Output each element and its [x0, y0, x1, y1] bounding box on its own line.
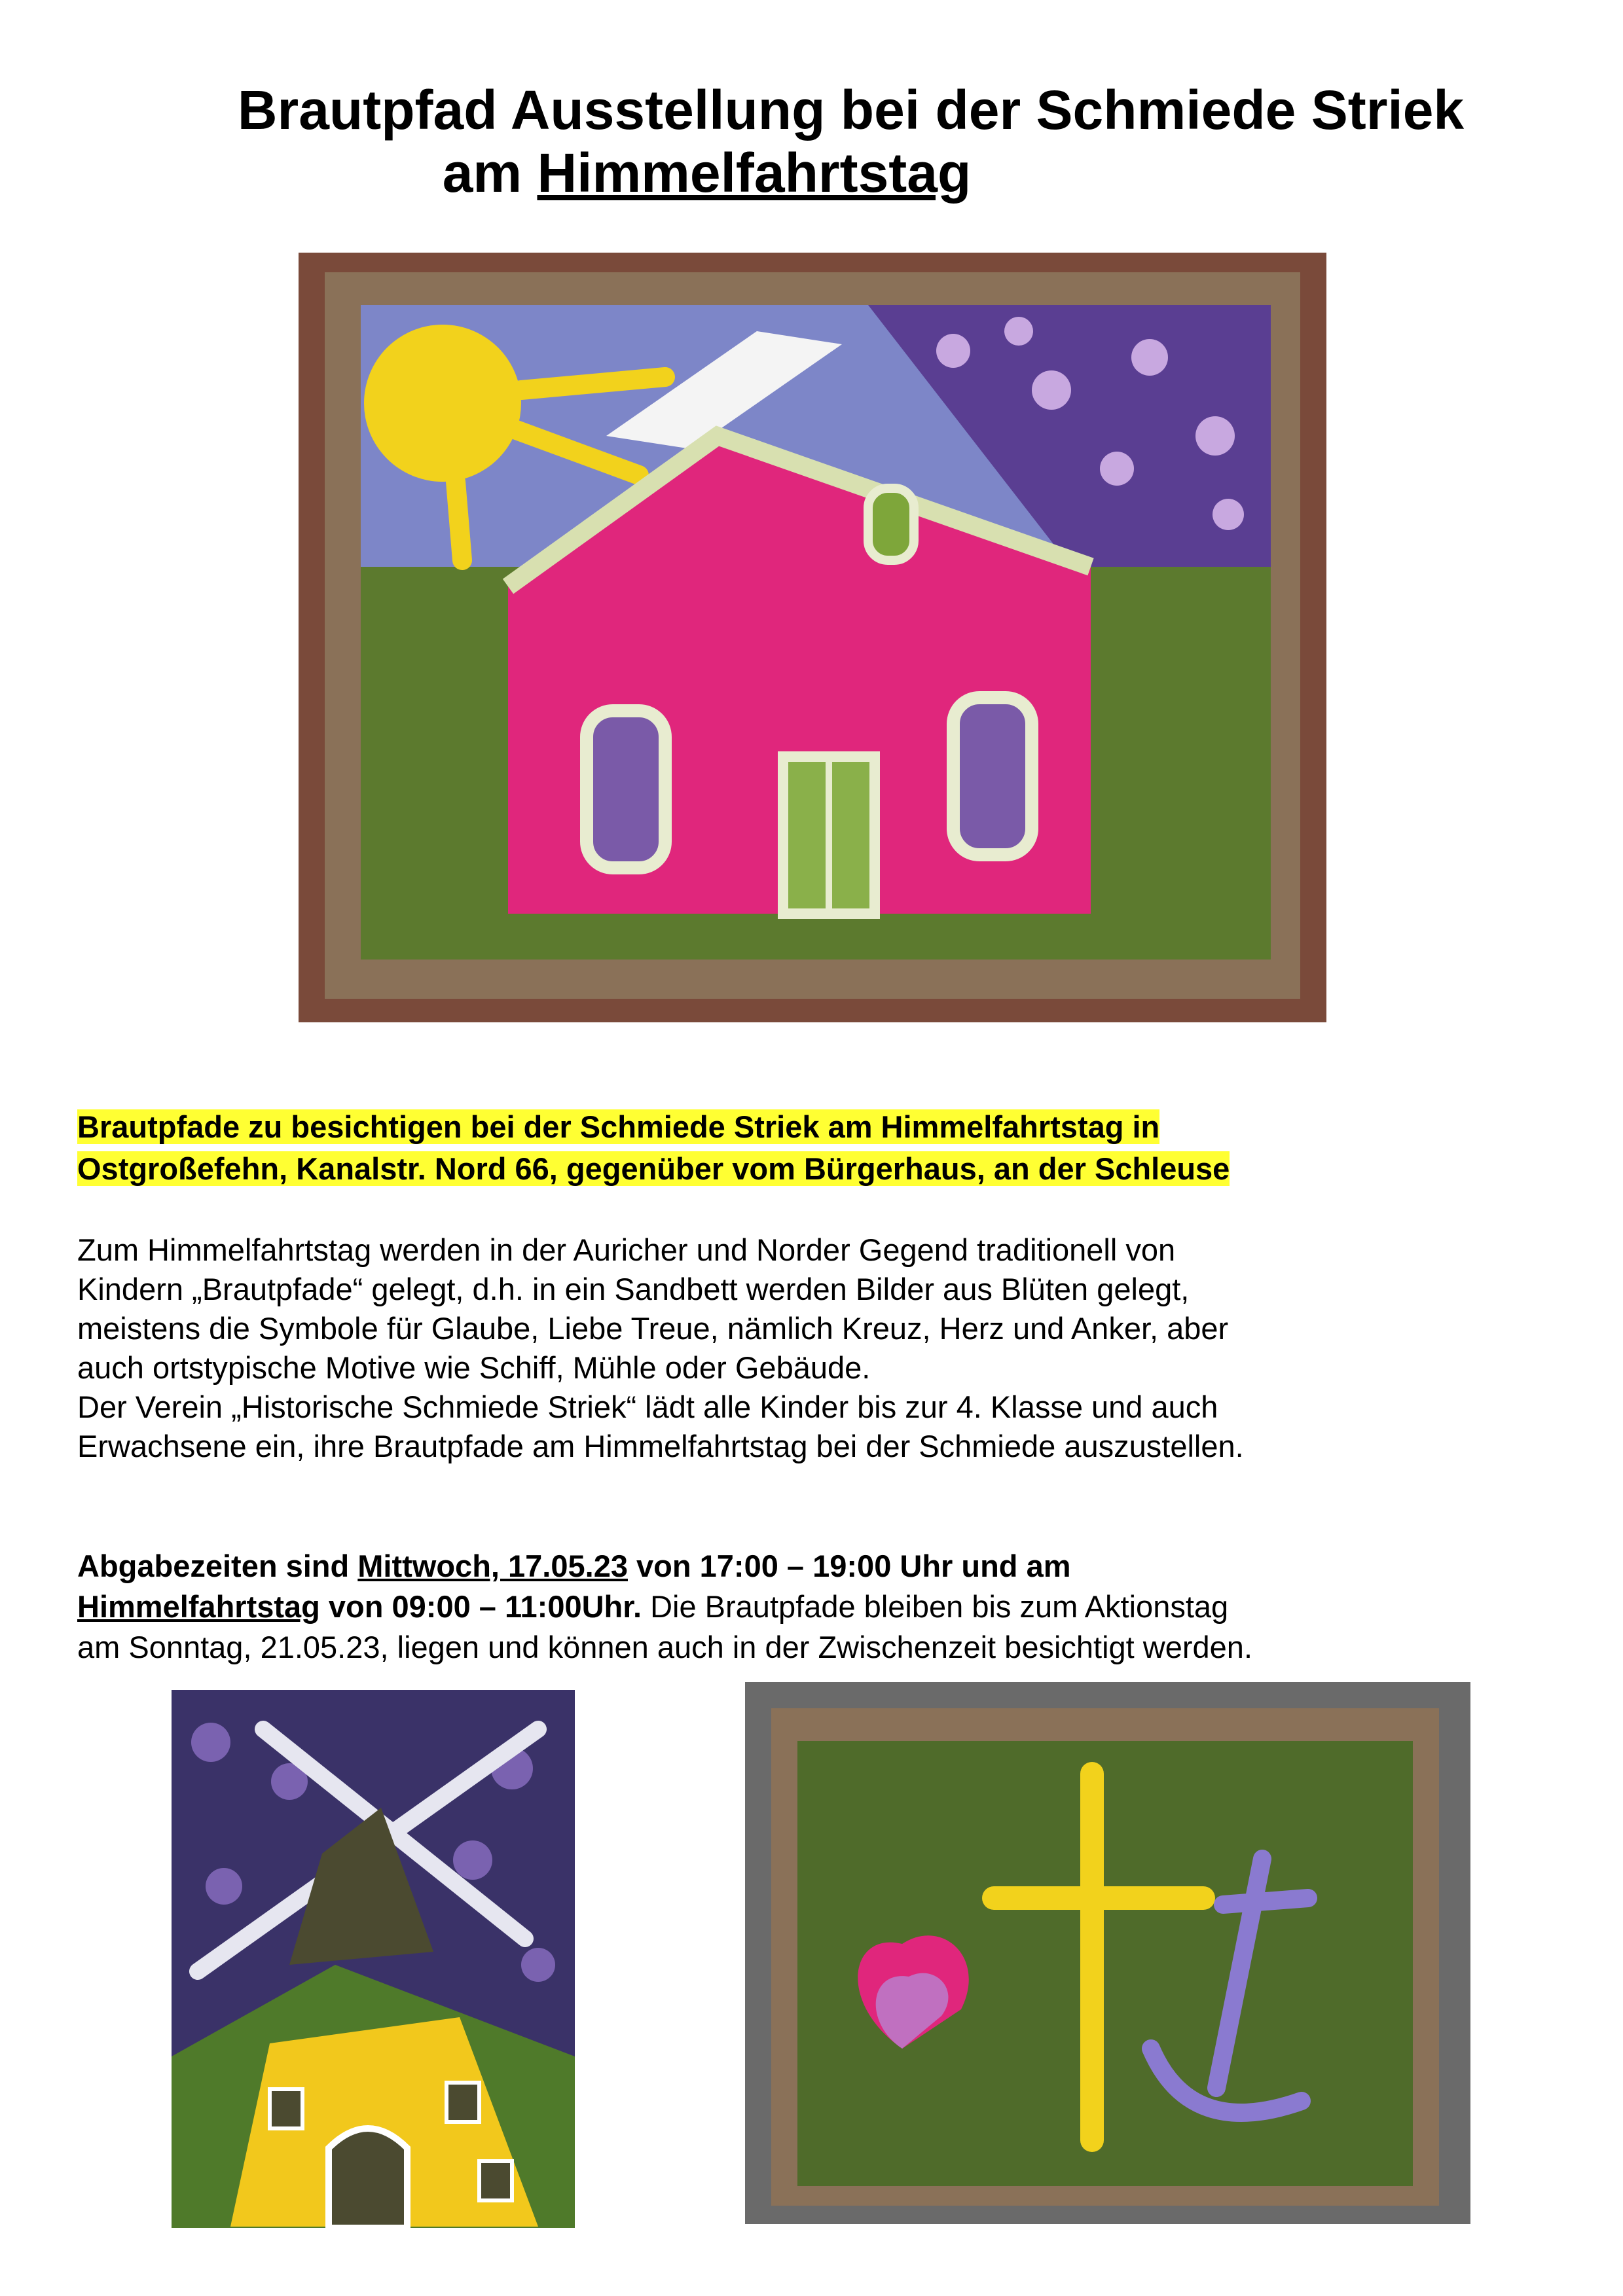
intro-text — [77, 1230, 1544, 1466]
highlight-line-2: Ostgroßefehn, Kanalstr. Nord 66, gegenüber vom Bürgerhaus, an der Schleuse — [77, 1151, 1230, 1186]
times-ascension-day: Himmelfahrtstag — [77, 1589, 320, 1624]
times-date-wednesday: Mittwoch, 17.05.23 — [357, 1549, 628, 1583]
times-sunday: am Sonntag, 21.05.23, liegen und können auch in der Zwischenzeit besichtigt werden. — [77, 1630, 1252, 1664]
times-intro: Abgabezeiten sind — [77, 1549, 358, 1583]
photo-flower-carpet-cross-heart-anchor — [745, 1682, 1470, 2224]
highlight-line-1: Brautpfade zu besichtigen bei der Schmiede Striek am Himmelfahrtstag in — [77, 1109, 1160, 1144]
title-prefix: am — [442, 142, 538, 204]
page-title — [0, 79, 1623, 204]
photo-flower-carpet-windmill — [172, 1690, 575, 2228]
photo-flower-carpet-house — [299, 253, 1326, 1022]
intro-line-6: Erwachsene ein, ihre Brautpfade am Himmelfahrtstag bei der Schmiede auszustellen. — [77, 1429, 1244, 1463]
times-wednesday-hours: von 17:00 – 19:00 Uhr und am — [627, 1549, 1071, 1583]
intro-line-2: Kindern „Brautpfade“ gelegt, d.h. in ein Sandbett werden Bilder aus Blüten gelegt, — [77, 1272, 1190, 1306]
title-day: Himmelfahrtstag — [537, 142, 972, 204]
submission-times — [77, 1546, 1557, 1668]
title-line-2 — [0, 141, 1623, 204]
location-highlight — [77, 1106, 1230, 1190]
intro-line-5: Der Verein „Historische Schmiede Striek“ lädt alle Kinder bis zur 4. Klasse und auch — [77, 1390, 1218, 1424]
intro-line-4: auch ortstypische Motive wie Schiff, Mühle oder Gebäude. — [77, 1350, 871, 1385]
title-line-1: Brautpfad Ausstellung bei der Schmiede Striek — [237, 79, 1465, 141]
intro-line-3: meistens die Symbole für Glaube, Liebe Treue, nämlich Kreuz, Herz und Anker, aber — [77, 1311, 1229, 1346]
times-ascension-hours: von 09:00 – 11:00Uhr. — [319, 1589, 642, 1624]
intro-line-1: Zum Himmelfahrtstag werden in der Auricher und Norder Gegend traditionell von — [77, 1232, 1176, 1267]
times-note: Die Brautpfade bleiben bis zum Aktionstag — [642, 1589, 1229, 1624]
